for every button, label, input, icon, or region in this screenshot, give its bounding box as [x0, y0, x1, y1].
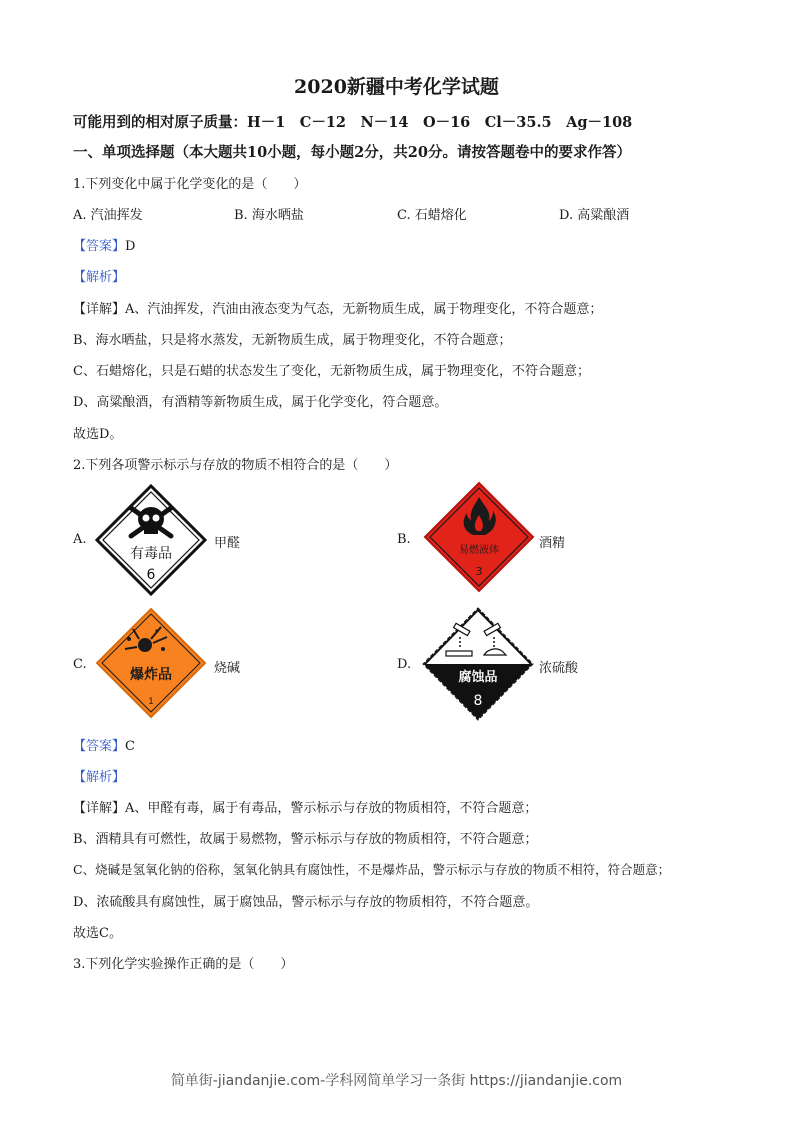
q1-detail-line: D、高粱酿酒，有酒精等新物质生成，属于化学变化，符合题意。 [73, 395, 448, 410]
toxic-sign [95, 484, 207, 596]
flammable-liquid-sign [423, 481, 535, 593]
answer-value: C [125, 739, 135, 754]
question-2-stem: 2.下列各项警示标示与存放的物质不相符合的是（ ） [73, 458, 398, 473]
explosive-sign [95, 607, 207, 719]
sign-number: 3 [475, 565, 483, 578]
sign-label: 爆炸品 [130, 667, 172, 683]
q2-option-a-letter: A. [73, 532, 87, 547]
q1-detail-line: 故选D。 [73, 427, 123, 442]
corrosive-sign [422, 607, 534, 721]
answer-tag: 【答案】 [73, 239, 126, 254]
q1-detail-line: B、海水晒盐，只是将水蒸发，无新物质生成，属于物理变化，不符合题意； [73, 333, 512, 348]
q1-detail-line: 【详解】A、汽油挥发，汽油由液态变为气态，无新物质生成，属于物理变化，不符合题意； [73, 302, 603, 317]
q2-option-b-letter: B. [397, 532, 411, 547]
q2-analysis-tag: 【解析】 [73, 770, 126, 785]
q2-option-d-letter: D. [397, 657, 412, 672]
question-1-stem: 1.下列变化中属于化学变化的是（ ） [73, 177, 307, 192]
question-3-stem: 3.下列化学实验操作正确的是（ ） [73, 957, 294, 972]
sign-label: 有毒品 [130, 546, 172, 562]
q2-detail-line: 【详解】A、甲醛有毒，属于有毒品，警示标示与存放的物质相符，不符合题意； [73, 801, 538, 816]
q1-option-c: C. 石蜡熔化 [397, 208, 467, 223]
atomic-mass-line: 可能用到的相对原子质量：H－1 C－12 N－14 O－16 Cl－35.5 Ag－108 [73, 114, 633, 131]
q2-detail-line: B、酒精具有可燃性，故属于易燃物，警示标示与存放的物质相符，不符合题意； [73, 832, 538, 847]
q1-detail-line: C、石蜡熔化，只是石蜡的状态发生了变化，无新物质生成，属于物理变化，不符合题意； [73, 364, 590, 379]
q2-option-d-substance: 浓硫酸 [539, 661, 579, 676]
sign-number: 6 [146, 567, 156, 583]
sign-number: 8 [473, 693, 483, 709]
page-title: 2020新疆中考化学试题 [294, 76, 499, 98]
sign-label: 腐蚀品 [458, 670, 498, 685]
answer-tag: 【答案】 [73, 739, 126, 754]
q2-detail-line: D、浓硫酸具有腐蚀性，属于腐蚀品，警示标示与存放的物质相符，不符合题意。 [73, 895, 539, 910]
sign-number: 1 [148, 697, 154, 707]
footer-watermark: 简单街-jiandanjie.com-学科网简单学习一条街 https://jiandanjie.com [170, 1073, 623, 1089]
q1-option-b: B. 海水晒盐 [234, 208, 304, 223]
sign-label: 易燃液体 [459, 545, 499, 556]
section-heading: 一、单项选择题（本大题共10小题，每小题2分，共20分。请按答题卷中的要求作答） [73, 144, 631, 161]
q2-option-a-substance: 甲醛 [214, 536, 241, 551]
q2-option-b-substance: 酒精 [539, 536, 566, 551]
q1-option-d: D. 高粱酿酒 [559, 208, 630, 223]
q2-detail-line: C、烧碱是氢氧化钠的俗称，氢氧化钠具有腐蚀性，不是爆炸品，警示标示与存放的物质不相符，符合题意； [73, 862, 671, 877]
q1-analysis-tag: 【解析】 [73, 270, 126, 285]
q2-detail-line: 故选C。 [73, 926, 122, 941]
q2-option-c-substance: 烧碱 [214, 661, 241, 676]
q1-answer [73, 235, 135, 254]
q2-option-c-letter: C. [73, 657, 87, 672]
answer-value: D [125, 239, 136, 254]
q1-option-a: A. 汽油挥发 [73, 208, 143, 223]
q2-answer [73, 735, 135, 754]
